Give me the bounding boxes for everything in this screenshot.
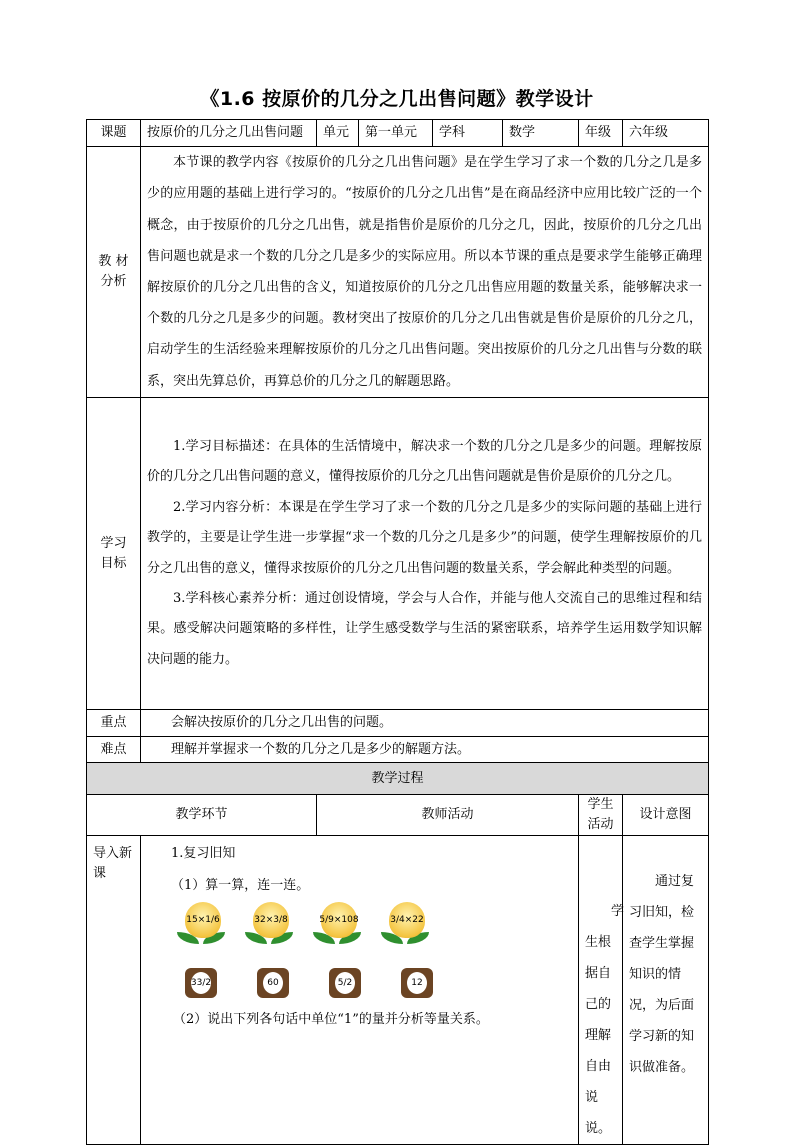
goal-3: 3.学科核心素养分析：通过创设情境，学会与人合作，并能与他人交流自己的思维过程和结果。感受解决问题策略的多样性，让学生感受数学与生活的紧密联系，培养学生运用数学知识解决问题的能力。 xyxy=(147,590,702,667)
material-text: 本节课的教学内容《按原价的几分之几出售问题》是在学生学习了求一个数的几分之几是多少的应用题的基础上进行学习的。“按原价的几分之几出售”是在商品经济中应用比较广泛的一个概念，由于按原价的几分之几出售，就是指售价是原价的几分之几，因此，按原价的几分之几出售问题也就是求一个数的几分之几是多少的实际应用。所以本节课的重点是要求学生能够正确理解按原价的几分之几出售的含义，知道按原价的几分之几出售应用题的数量关系，能够解决求一个数的几分之几是多少的问题。教材突出了按原价的几分之几出售就是售价是原价的几分之几，启动学生的生活经验来理解按原价的几分之几出售问题。突出按原价的几分之几出售与分数的联系，突出先算总价，再算总价的几分之几的解题思路。 xyxy=(141,147,709,398)
stone-icon: 5/2 xyxy=(329,968,361,998)
design-intent: 通过复习旧知，检查学生掌握知识的情况，为后面学习新的知识做准备。 xyxy=(623,836,709,1145)
task-2: （2）说出下列各句话中单位“1”的量并分析等量关系。 xyxy=(173,1012,489,1027)
stage-cell: 导入新课 xyxy=(87,836,141,1145)
topic-value: 按原价的几分之几出售问题 xyxy=(141,120,317,147)
unit-label: 单元 xyxy=(317,120,359,147)
goal-1: 1.学习目标描述：在具体的生活情境中，解决求一个数的几分之几是多少的问题。理解按原价的几分之几出售问题的意义，懂得按原价的几分之几出售问题就是售价是原价的几分之几。 xyxy=(147,438,702,485)
col-teacher: 教师活动 xyxy=(317,795,579,836)
difficulty-label: 难点 xyxy=(87,737,141,763)
goal-2: 2.学习内容分析：本课是在学生学习了求一个数的几分之几是多少的实际问题的基础上进行教学的，主要是让学生进一步掌握“求一个数的几分之几是多少”的问题，使学生理解按原价的几分之几出售的意义，懂得求按原价的几分之几出售问题的数量关系，学会解此种类型的问题。 xyxy=(147,499,702,576)
material-label: 教 材 分析 xyxy=(87,147,141,398)
stone-icon: 33/2 xyxy=(185,968,217,998)
stone-row xyxy=(185,968,572,1004)
student-activity: 学生根据自己的理解自由说说。 xyxy=(579,836,623,1145)
page-title: 《1.6 按原价的几分之几出售问题》教学设计 xyxy=(200,88,594,110)
peach-icon: 15×1/6 xyxy=(177,902,227,954)
stone-icon: 12 xyxy=(401,968,433,998)
topic-label: 课题 xyxy=(87,120,141,147)
subject-value: 数学 xyxy=(503,120,579,147)
peach-icon: 32×3/8 xyxy=(245,902,295,954)
stone-icon: 60 xyxy=(257,968,289,998)
teacher-activity xyxy=(141,836,579,1145)
task-1: （1）算一算，连一连。 xyxy=(171,878,310,893)
goals-label: 学习 目标 xyxy=(87,398,141,710)
peach-icon: 3/4×22 xyxy=(381,902,431,954)
key-label: 重点 xyxy=(87,710,141,737)
peach-icon: 5/9×108 xyxy=(313,902,363,954)
lesson-plan-table xyxy=(86,119,709,1145)
key-text: 会解决按原价的几分之几出售的问题。 xyxy=(141,710,709,737)
unit-value: 第一单元 xyxy=(359,120,433,147)
col-intent: 设计意图 xyxy=(623,795,709,836)
peach-row xyxy=(177,902,572,962)
col-stage: 教学环节 xyxy=(87,795,317,836)
subject-label: 学科 xyxy=(433,120,503,147)
difficulty-text: 理解并掌握求一个数的几分之几是多少的解题方法。 xyxy=(141,737,709,763)
review-heading: 1.复习旧知 xyxy=(171,846,236,861)
grade-value: 六年级 xyxy=(623,120,709,147)
col-student: 学生活动 xyxy=(579,795,623,836)
grade-label: 年级 xyxy=(579,120,623,147)
process-heading: 教学过程 xyxy=(87,763,709,795)
